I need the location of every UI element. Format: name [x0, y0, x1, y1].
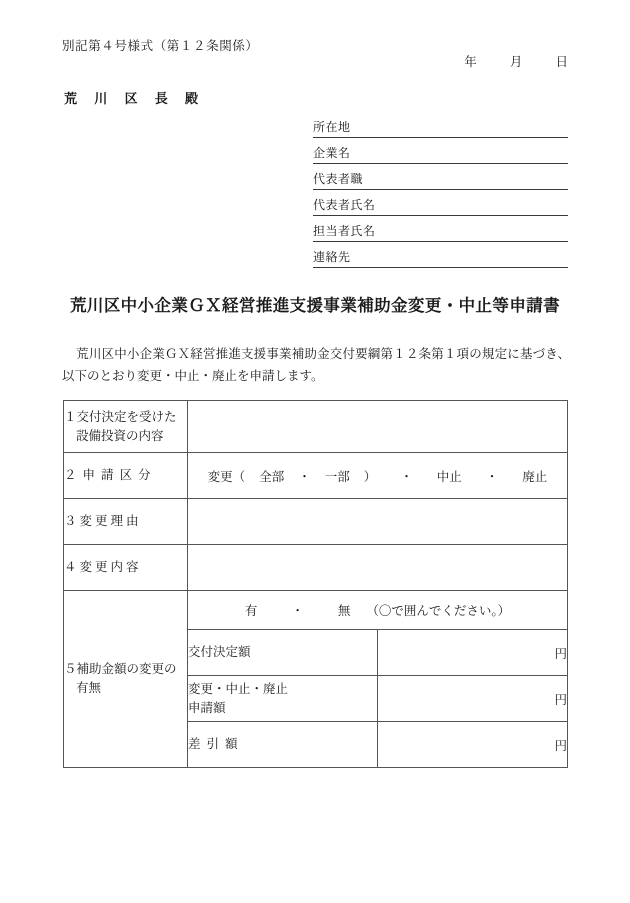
table-row-change-content — [64, 545, 568, 591]
row-value-application-type — [188, 453, 568, 499]
yesno-note: （〇で囲んでください。） — [366, 604, 511, 618]
lead-paragraph-text: 荒川区中小企業ＧＸ経営推進支援事業補助金交付要綱第１２条第１項の規定に基づき、以下のとおり変更・中止・廃止を申請します。 — [62, 347, 570, 383]
field-label-location: 所在地 — [313, 120, 351, 134]
field-label-contact-person-name: 担当者氏名 — [313, 224, 376, 238]
row-label-change-content — [64, 545, 188, 591]
amount-label-requested — [188, 676, 378, 722]
amount-change-panel — [188, 591, 568, 768]
application-table — [63, 400, 568, 768]
amount-yesno-row — [188, 591, 567, 630]
row-label-amount-change-line2: 有無 — [76, 681, 102, 695]
option-no[interactable]: 無 — [337, 604, 351, 618]
choice-separator-2: ・ — [400, 469, 413, 484]
row-label-application-type-text: ２申請区分 — [64, 468, 157, 483]
table-row-change-reason — [64, 499, 568, 545]
choice-separator-1: ・ — [298, 469, 311, 484]
form-number: 別記第４号様式（第１２条関係） — [62, 39, 259, 53]
amount-value-decided[interactable] — [378, 630, 568, 676]
choice-partial[interactable]: 一部 — [324, 469, 350, 484]
row-value-subsidy-content[interactable] — [188, 401, 568, 453]
amount-row-requested — [188, 676, 567, 722]
date-line — [464, 52, 568, 70]
amount-table — [188, 591, 567, 767]
amount-label-decided-line1: 交付決定額 — [188, 645, 251, 660]
field-label-representative-name: 代表者氏名 — [313, 198, 376, 212]
row-label-application-type — [64, 453, 188, 499]
field-row-location[interactable] — [313, 112, 568, 138]
choice-suspend[interactable]: 中止 — [436, 469, 462, 484]
row-label-change-content-text: ４変更内容 — [64, 560, 142, 575]
addressee: 荒 川 区 長 殿 — [64, 91, 206, 106]
document-title: 荒川区中小企業ＧＸ経営推進支援事業補助金変更・中止等申請書 — [69, 296, 561, 315]
applicant-fields — [313, 112, 568, 268]
choice-abolish[interactable]: 廃止 — [522, 469, 548, 484]
choice-close-paren: ） — [363, 469, 377, 484]
row-label-change-reason-text: ３変更理由 — [64, 514, 142, 529]
date-month-label: 月 — [509, 55, 523, 69]
lead-paragraph — [62, 344, 570, 388]
field-label-representative-title: 代表者職 — [313, 172, 364, 186]
yesno-separator: ・ — [291, 604, 304, 618]
choice-all[interactable]: 全部 — [259, 469, 285, 484]
amount-requested-unit: 円 — [554, 692, 567, 707]
amount-value-difference[interactable] — [378, 722, 568, 768]
table-row-subsidy-content — [64, 401, 568, 453]
date-day-label: 日 — [555, 55, 568, 69]
row-label-subsidy-content-line2: 設備投資の内容 — [76, 428, 164, 443]
field-label-contact: 連絡先 — [313, 250, 351, 264]
amount-label-difference-line1: 差引額 — [188, 737, 244, 752]
field-row-contact[interactable] — [313, 242, 568, 268]
amount-label-requested-line1: 変更・中止・廃止 — [188, 682, 289, 697]
date-year-label: 年 — [464, 55, 477, 69]
amount-difference-unit: 円 — [554, 738, 567, 753]
row-label-subsidy-content-line1: １交付決定を受けた — [64, 409, 177, 424]
choice-change[interactable]: 変更（ — [207, 469, 246, 484]
row-label-amount-change — [64, 591, 188, 768]
field-label-company-name: 企業名 — [313, 146, 351, 160]
field-row-representative-title[interactable] — [313, 164, 568, 190]
row-value-change-reason[interactable] — [188, 499, 568, 545]
amount-change-yesno — [188, 591, 567, 630]
field-row-company-name[interactable] — [313, 138, 568, 164]
choice-separator-3: ・ — [485, 469, 499, 484]
row-label-amount-change-line1: ５補助金額の変更の — [64, 662, 177, 677]
row-label-change-reason — [64, 499, 188, 545]
amount-decided-unit: 円 — [554, 646, 567, 661]
application-type-choices — [188, 467, 567, 485]
field-row-representative-name[interactable] — [313, 190, 568, 216]
amount-row-difference — [188, 722, 567, 768]
field-row-contact-person-name[interactable] — [313, 216, 568, 242]
table-row-amount-change — [64, 591, 568, 768]
amount-label-requested-line2: 申請額 — [188, 700, 226, 715]
amount-row-decided — [188, 630, 567, 676]
row-label-subsidy-content — [64, 401, 188, 453]
amount-label-difference — [188, 722, 378, 768]
amount-value-requested[interactable] — [378, 676, 568, 722]
option-yes[interactable]: 有 — [244, 604, 258, 618]
table-row-application-type — [64, 453, 568, 499]
row-value-change-content[interactable] — [188, 545, 568, 591]
amount-label-decided — [188, 630, 378, 676]
